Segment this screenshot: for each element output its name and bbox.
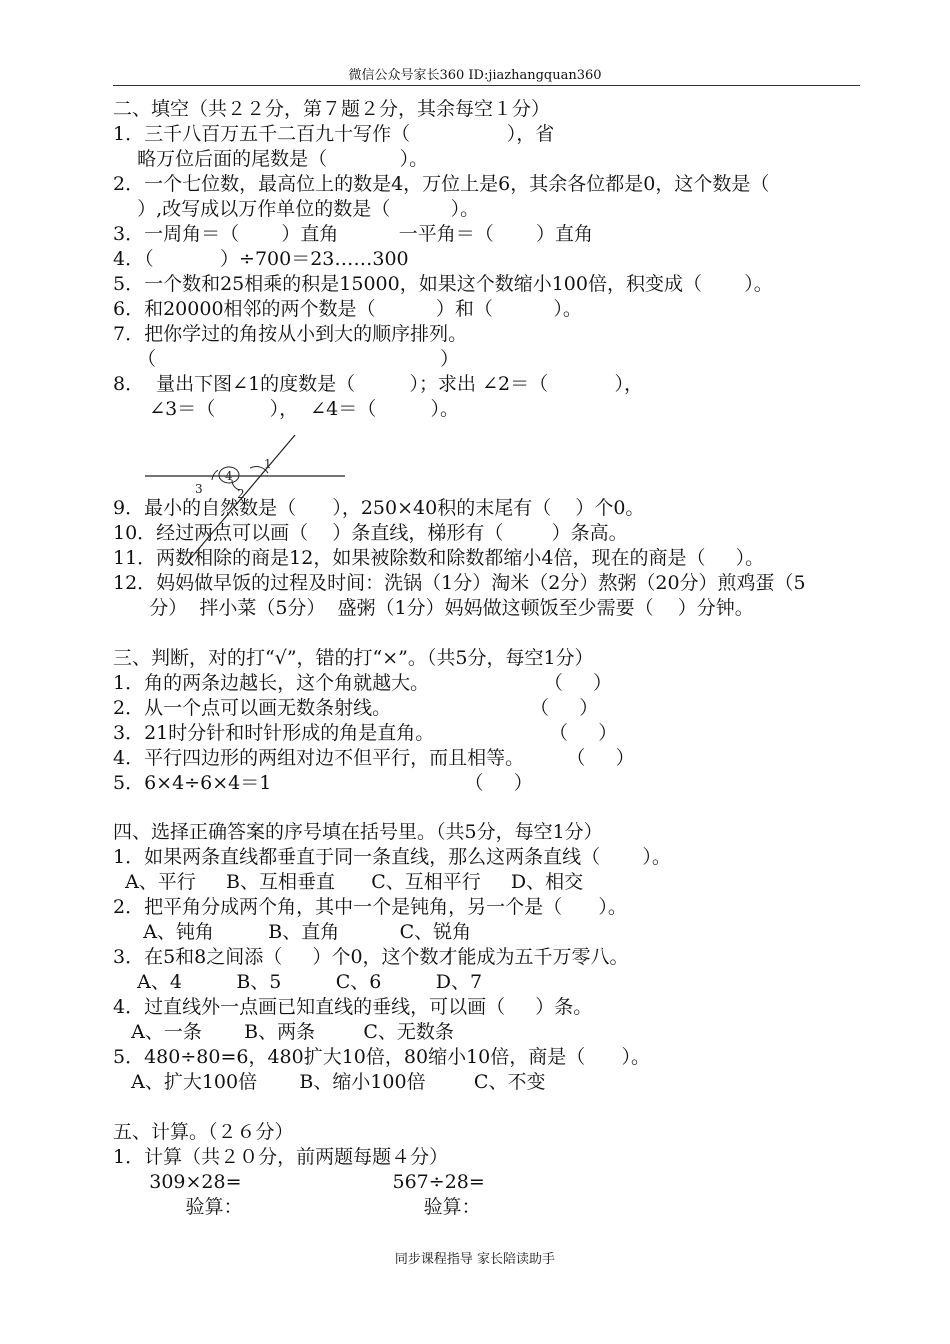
angle-arc-3 — [212, 470, 218, 480]
q-line: ∠3＝（ ）， ∠4＝（ ）。 — [113, 398, 460, 420]
q-line: 3．21时分针和时针形成的角是直角。 （ ） — [113, 722, 618, 744]
section3-title: 三、判断，对的打“√”，错的打“×”。（共5分，每空1分） — [113, 647, 594, 669]
q-line: 2．从一个点可以画无数条射线。 （ ） — [113, 697, 599, 719]
q-line: 4．过直线外一点画已知直线的垂线，可以画（ ）条。 — [113, 996, 593, 1018]
q-line: 分） 拌小菜（5分） 盛粥（1分）妈妈做这顿饭至少需要（ ）分钟。 — [113, 597, 754, 619]
section4-title: 四、选择正确答案的序号填在括号里。（共5分，每空1分） — [113, 821, 603, 843]
q-line: 3．在5和8之间添（ ）个0，这个数才能成为五千万零八。 — [113, 946, 629, 968]
q-line: 12．妈妈做早饭的过程及时间：洗锅（1分）淘米（2分）熬粥（20分）煎鸡蛋（5 — [113, 572, 806, 594]
q-line: 1．如果两条直线都垂直于同一条直线，那么这两条直线（ ）。 — [113, 846, 671, 868]
q-line: （ ） — [113, 348, 460, 370]
q-line: 5．480÷80=6，480扩大10倍，80缩小10倍，商是（ ）。 — [113, 1046, 650, 1068]
q-options: A、钝角 B、直角 C、锐角 — [113, 921, 472, 943]
calc-check: 验算： 验算： — [113, 1196, 481, 1218]
section5-title: 五、计算。（２６分） — [113, 1121, 294, 1143]
page-footer: 同步课程指导 家长陪读助手 — [394, 1252, 556, 1267]
page-header: 微信公众号家长360 ID:jiazhangquan360 — [348, 68, 602, 83]
q-line: 11．两数相除的商是12，如果被除数和除数都缩小4倍，现在的商是（ ）。 — [113, 547, 765, 569]
angle-label-3: 3 — [195, 482, 203, 496]
q-line: 1．三千八百万五千二百九十写作（ ），省 — [113, 123, 555, 145]
q-line: 7．把你学过的角按从小到大的顺序排列。 — [113, 323, 468, 345]
q-line: 1．计算（共２０分，前两题每题４分） — [113, 1146, 449, 1168]
q-line: 6．和20000相邻的两个数是（ ）和（ ）。 — [113, 298, 582, 320]
calc-problems: 309×28= 567÷28= — [113, 1171, 485, 1193]
q-line: 1．角的两条边越长，这个角就越大。 （ ） — [113, 672, 613, 694]
q-line: 5．一个数和25相乘的积是15000，如果这个数缩小100倍，积变成（ ）。 — [113, 273, 773, 295]
q-line: 9．最小的自然数是（ ），250×40积的末尾有（ ）个0。 — [113, 497, 645, 519]
angle-label-4: 4 — [225, 469, 233, 483]
section2-title: 二、填空（共２２分，第７题２分，其余每空１分） — [113, 98, 551, 120]
q-options: A、4 B、5 C、6 D、7 — [113, 971, 483, 993]
q-options: A、平行 B、互相垂直 C、互相平行 D、相交 — [113, 871, 584, 893]
q-line: 4．（ ）÷700＝23……300 — [113, 248, 409, 270]
q-line: 3．一周角＝（ ）直角 一平角＝（ ）直角 — [113, 223, 594, 245]
q-line: 5．6×4÷6×4＝1 （ ） — [113, 772, 533, 794]
q-line: 2．把平角分成两个角，其中一个是钝角，另一个是（ ）。 — [113, 896, 627, 918]
angle-label-1: 1 — [264, 457, 272, 471]
q-line: 2．一个七位数，最高位上的数是4，万位上是6，其余各位都是0，这个数是（ — [113, 173, 770, 195]
angle-label-2: 2 — [237, 487, 245, 501]
header-divider — [113, 85, 860, 86]
q-line: ）,改写成以万作单位的数是（ ）。 — [113, 198, 480, 220]
q-line: 10．经过两点可以画（ ）条直线，梯形有（ ）条高。 — [113, 522, 628, 544]
q-options: A、一条 B、两条 C、无数条 — [113, 1021, 454, 1043]
q-line: 略万位后面的尾数是（ ）。 — [113, 148, 429, 170]
q-line: 8． 量出下图∠1的度数是（ ）；求出 ∠2＝（ ）， — [113, 373, 644, 395]
q-line: 4．平行四边形的两组对边不但平行，而且相等。 （ ） — [113, 747, 635, 769]
q-options: A、扩大100倍 B、缩小100倍 C、不变 — [113, 1071, 546, 1093]
